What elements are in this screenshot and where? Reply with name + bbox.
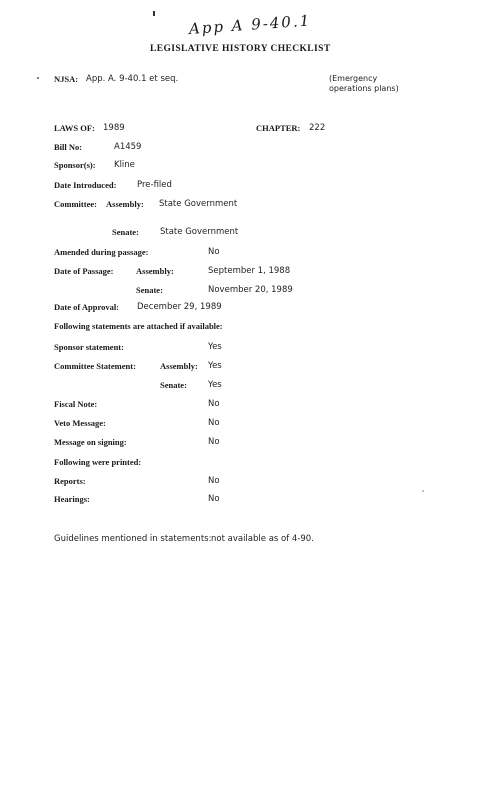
guidelines-value: not available as of 4-90. bbox=[211, 534, 314, 544]
reports-value: No bbox=[208, 476, 220, 486]
reports-label: Reports: bbox=[54, 476, 86, 486]
committee-senate-value: State Government bbox=[160, 227, 239, 237]
date-of-approval-label: Date of Approval: bbox=[54, 302, 120, 312]
subject-line-1: (Emergency bbox=[329, 74, 378, 83]
committee-statement-label: Committee Statement: bbox=[54, 361, 136, 371]
laws-of-value: 1989 bbox=[103, 123, 125, 133]
date-introduced-value: Pre-filed bbox=[137, 180, 172, 190]
sponsors-value: Kline bbox=[114, 160, 135, 170]
guidelines-label: Guidelines mentioned in statements: bbox=[54, 534, 212, 544]
chapter-value: 222 bbox=[309, 123, 326, 133]
statements-header: Following statements are attached if available: bbox=[54, 321, 223, 331]
laws-of-label: LAWS OF: bbox=[54, 123, 95, 133]
handwritten-note: App A 9-40.1 bbox=[188, 11, 312, 38]
passage-senate-value: November 20, 1989 bbox=[208, 285, 293, 295]
passage-assembly-value: September 1, 1988 bbox=[208, 266, 291, 276]
passage-senate-label: Senate: bbox=[136, 285, 163, 295]
speck bbox=[153, 11, 155, 16]
committee-statement-senate-label: Senate: bbox=[160, 380, 187, 390]
chapter-label: CHAPTER: bbox=[256, 123, 301, 133]
amended-value: No bbox=[208, 247, 220, 257]
committee-label: Committee: bbox=[54, 199, 97, 209]
fiscal-note-value: No bbox=[208, 399, 220, 409]
njsa-label: NJSA: bbox=[54, 74, 79, 84]
committee-statement-assembly-label: Assembly: bbox=[160, 361, 198, 371]
veto-message-label: Veto Message: bbox=[54, 418, 106, 428]
committee-assembly-label: Assembly: bbox=[106, 199, 144, 209]
date-introduced-label: Date Introduced: bbox=[54, 180, 117, 190]
committee-senate-label: Senate: bbox=[112, 227, 139, 237]
fiscal-note-label: Fiscal Note: bbox=[54, 399, 98, 409]
bill-no-value: A1459 bbox=[114, 142, 142, 152]
subject-line-2: operations plans) bbox=[329, 84, 399, 93]
sponsor-statement-value: Yes bbox=[208, 342, 222, 352]
njsa-value: App. A. 9-40.1 et seq. bbox=[86, 74, 179, 84]
hearings-value: No bbox=[208, 494, 220, 504]
page-title: LEGISLATIVE HISTORY CHECKLIST bbox=[150, 44, 331, 54]
committee-statement-assembly-value: Yes bbox=[208, 361, 222, 371]
amended-label: Amended during passage: bbox=[54, 247, 149, 257]
speck bbox=[37, 77, 39, 79]
passage-assembly-label: Assembly: bbox=[136, 266, 174, 276]
committee-statement-senate-value: Yes bbox=[208, 380, 222, 390]
printed-header: Following were printed: bbox=[54, 457, 142, 467]
message-on-signing-value: No bbox=[208, 437, 220, 447]
sponsor-statement-label: Sponsor statement: bbox=[54, 342, 124, 352]
sponsors-label: Sponsor(s): bbox=[54, 160, 96, 170]
bill-no-label: Bill No: bbox=[54, 142, 83, 152]
date-of-passage-label: Date of Passage: bbox=[54, 266, 114, 276]
speck bbox=[422, 490, 424, 492]
date-of-approval-value: December 29, 1989 bbox=[137, 302, 222, 312]
hearings-label: Hearings: bbox=[54, 494, 90, 504]
committee-assembly-value: State Government bbox=[159, 199, 238, 209]
veto-message-value: No bbox=[208, 418, 220, 428]
message-on-signing-label: Message on signing: bbox=[54, 437, 127, 447]
